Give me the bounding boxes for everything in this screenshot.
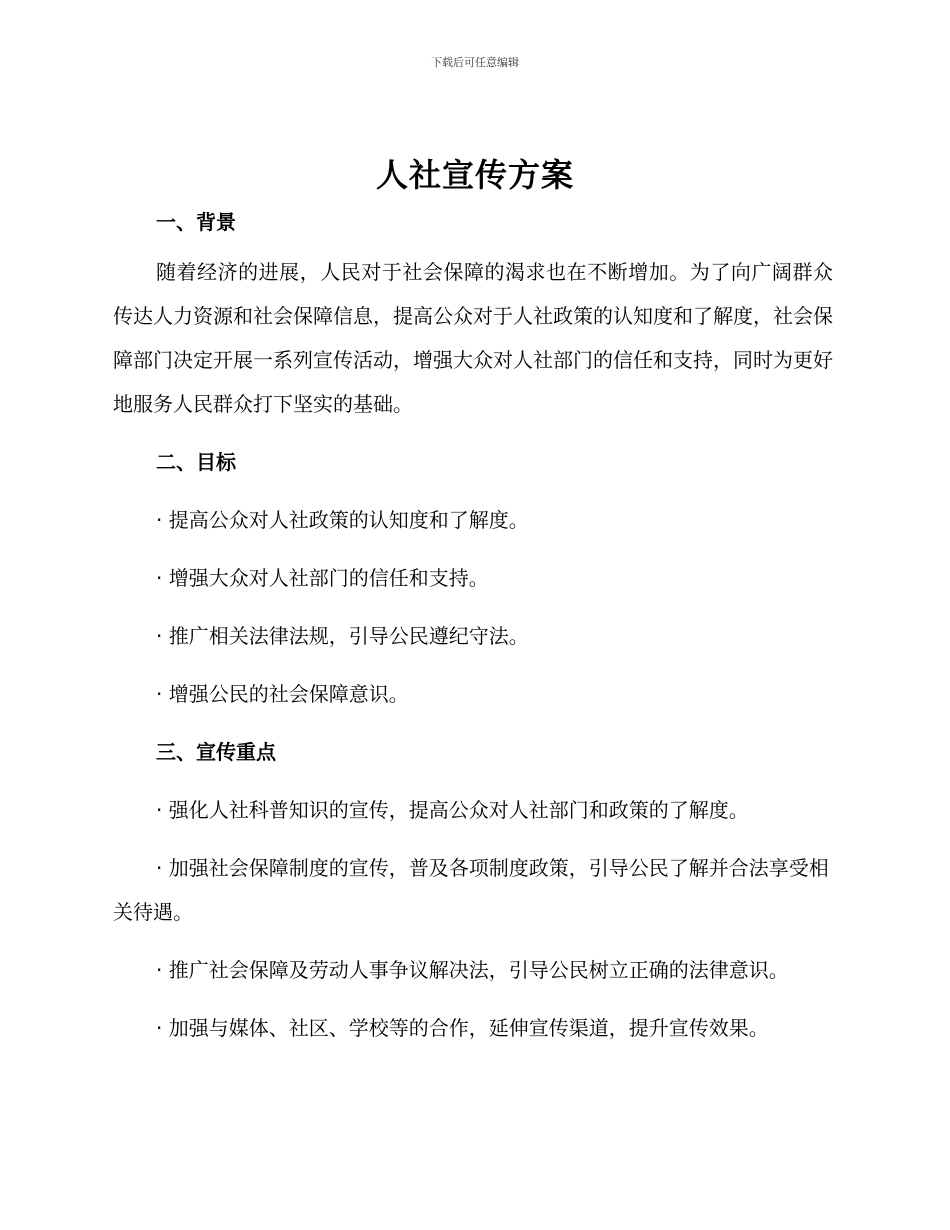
list-item: · 提高公众对人社政策的认知度和了解度。: [156, 508, 529, 532]
list-item: · 增强大众对人社部门的信任和支持。: [156, 566, 489, 590]
page-header-note: 下载后可任意编辑: [431, 56, 519, 69]
list-item: · 加强社会保障制度的宣传，普及各项制度政策，引导公民了解并合法享受相关待遇。: [113, 856, 829, 924]
section-goals: [113, 440, 833, 716]
list-item: · 推广社会保障及劳动人事争议解决法，引导公民树立正确的法律意识。: [156, 958, 789, 982]
section-heading: 一、背景: [156, 210, 236, 234]
section-heading: 二、目标: [156, 450, 236, 474]
document-title: 人社宣传方案: [375, 156, 574, 194]
section-paragraph: 随着经济的进展，人民对于社会保障的渴求也在不断增加。为了向广阔群众传达人力资源和社会保障信息，提高公众对于人社政策的认知度和了解度，社会保障部门决定开展一系列宣传活动，增强大众对人社部门的信任和支持，同时为更好地服务人民群众打下坚实的基础。: [113, 260, 833, 416]
list-item: · 推广相关法律法规，引导公民遵纪守法。: [156, 624, 529, 648]
list-item: · 加强与媒体、社区、学校等的合作，延伸宣传渠道，提升宣传效果。: [156, 1016, 769, 1040]
document-body: [113, 200, 833, 1050]
list-item: · 强化人社科普知识的宣传，提高公众对人社部门和政策的了解度。: [156, 798, 749, 822]
section-focus: [113, 730, 833, 1050]
section-heading: 三、宣传重点: [156, 740, 276, 764]
list-item: · 增强公民的社会保障意识。: [156, 682, 409, 706]
section-background: [113, 200, 833, 426]
